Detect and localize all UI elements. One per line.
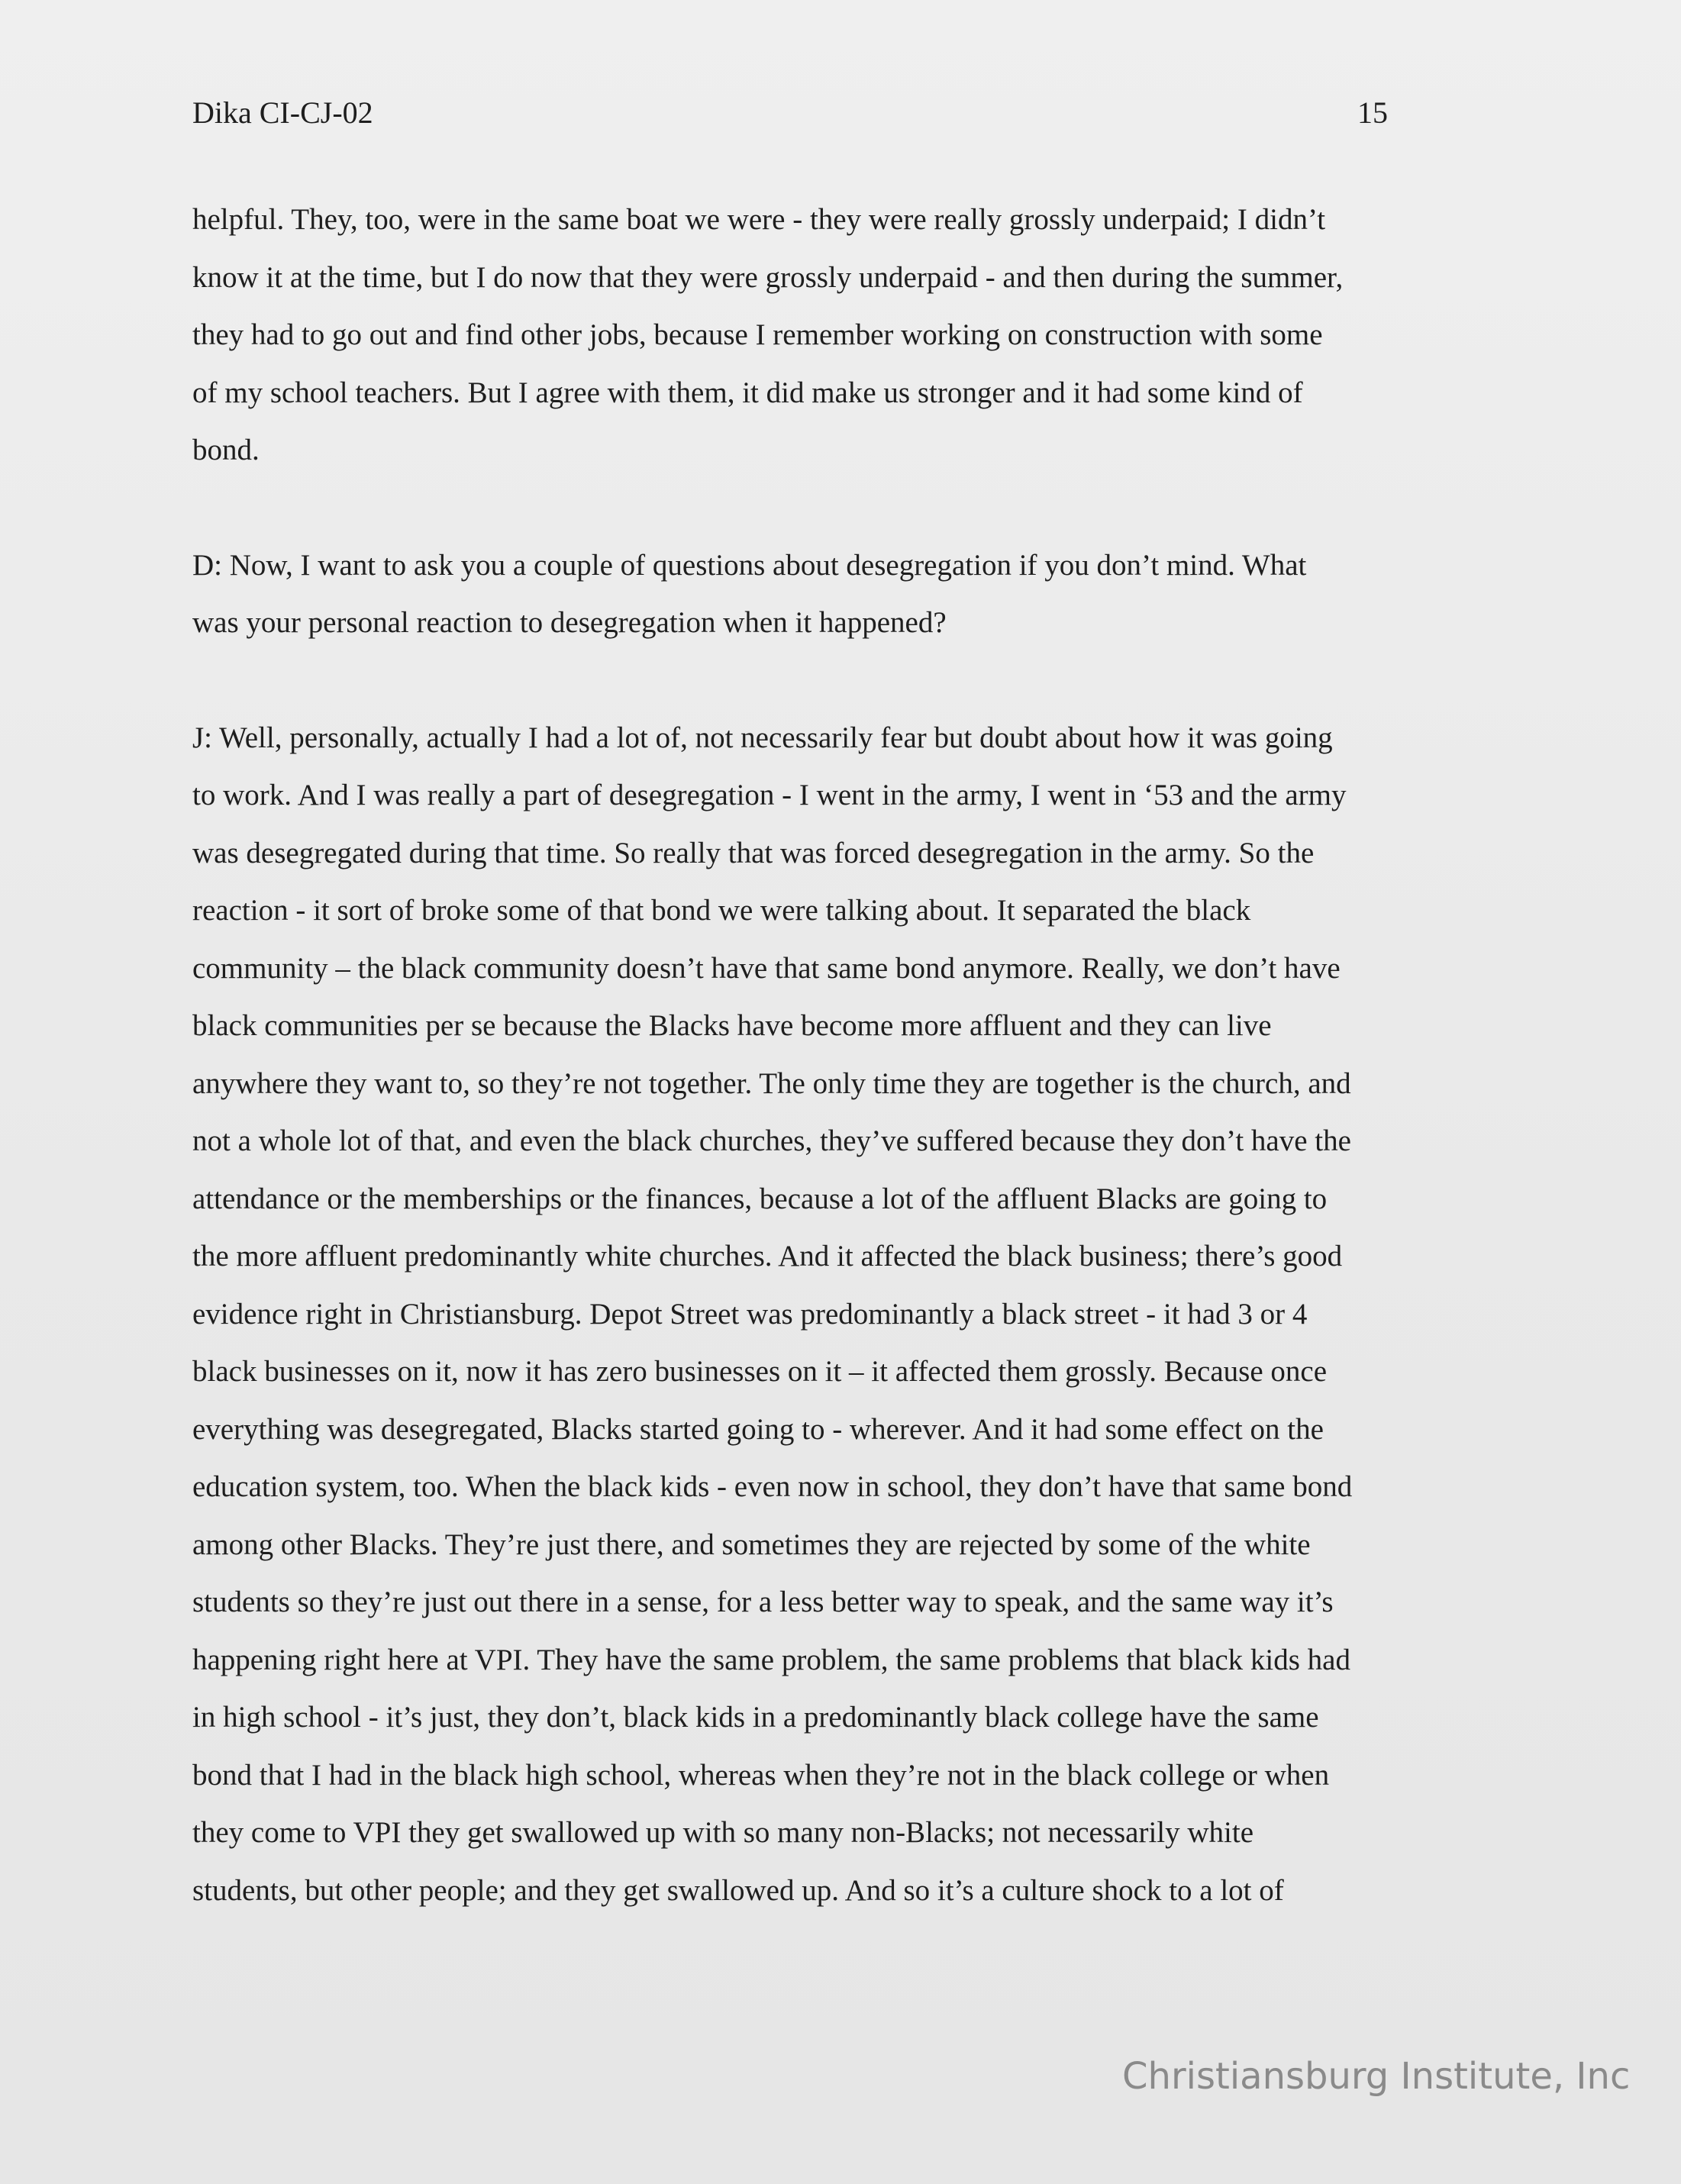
text-line: students so they’re just out there in a sense, for a less better way to speak, and the same way it’s xyxy=(192,1586,1334,1618)
text-line: education system, too. When the black kids - even now in school, they don’t have that same bond xyxy=(192,1470,1353,1503)
text-line: attendance or the memberships or the finances, because a lot of the affluent Blacks are going to xyxy=(192,1182,1328,1215)
text-line: among other Blacks. They’re just there, and sometimes they are rejected by some of the white xyxy=(192,1528,1311,1561)
page-number: 15 xyxy=(1357,95,1388,130)
text-line: evidence right in Christiansburg. Depot Street was predominantly a black street - it had 3 or 4 xyxy=(192,1297,1308,1331)
watermark-text: Christiansburg Institute, Inc xyxy=(1122,2055,1631,2098)
text-line: happening right here at VPI. They have the same problem, the same problems that black kids had xyxy=(192,1643,1350,1676)
text-line: students, but other people; and they get swallowed up. And so it’s a culture shock to a lot of xyxy=(192,1873,1284,1907)
page-header xyxy=(192,95,1391,140)
text-line: D: Now, I want to ask you a couple of questions about desegregation if you don’t mind. What xyxy=(192,548,1307,582)
document-id: Dika CI-CJ-02 xyxy=(192,95,373,130)
paragraph-gap xyxy=(192,652,1505,709)
text-line: was your personal reaction to desegregation when it happened? xyxy=(192,606,947,639)
text-line: was desegregated during that time. So really that was forced desegregation in the army. So the xyxy=(192,836,1315,869)
text-line: reaction - it sort of broke some of that bond we were talking about. It separated the black xyxy=(192,894,1251,927)
text-line: black communities per se because the Blacks have become more affluent and they can live xyxy=(192,1009,1272,1042)
text-line: helpful. They, too, were in the same boat we were - they were really grossly underpaid; I didn’t xyxy=(192,203,1326,236)
paragraph-1 xyxy=(192,191,1505,479)
text-line: the more affluent predominantly white churches. And it affected the black business; there’s good xyxy=(192,1240,1343,1273)
text-line: not a whole lot of that, and even the black churches, they’ve suffered because they don’t have the xyxy=(192,1124,1351,1157)
text-line: they come to VPI they get swallowed up with so many non-Blacks; not necessarily white xyxy=(192,1816,1254,1849)
paragraph-gap xyxy=(192,479,1505,537)
text-line: everything was desegregated, Blacks started going to - wherever. And it had some effect on the xyxy=(192,1412,1324,1446)
text-line: know it at the time, but I do now that they were grossly underpaid - and then during the summer, xyxy=(192,260,1344,294)
text-line: bond that I had in the black high school, whereas when they’re not in the black college or when xyxy=(192,1758,1330,1792)
text-line: of my school teachers. But I agree with them, it did make us stronger and it had some kind of xyxy=(192,376,1303,409)
paragraph-2 xyxy=(192,537,1505,652)
text-line: bond. xyxy=(192,434,260,466)
text-line: community – the black community doesn’t have that same bond anymore. Really, we don’t have xyxy=(192,951,1341,985)
text-line: to work. And I was really a part of desegregation - I went in the army, I went in ‘53 and the army xyxy=(192,779,1347,811)
transcript-body xyxy=(192,191,1505,1919)
paragraph-3 xyxy=(192,709,1505,1920)
text-line: in high school - it’s just, they don’t, black kids in a predominantly black college have the same xyxy=(192,1701,1319,1734)
text-line: anywhere they want to, so they’re not together. The only time they are together is the church, and xyxy=(192,1066,1351,1100)
text-line: they had to go out and find other jobs, because I remember working on construction with some xyxy=(192,318,1323,351)
text-line: J: Well, personally, actually I had a lot of, not necessarily fear but doubt about how it was going xyxy=(192,721,1333,754)
text-line: black businesses on it, now it has zero businesses on it – it affected them grossly. Because once xyxy=(192,1355,1327,1388)
